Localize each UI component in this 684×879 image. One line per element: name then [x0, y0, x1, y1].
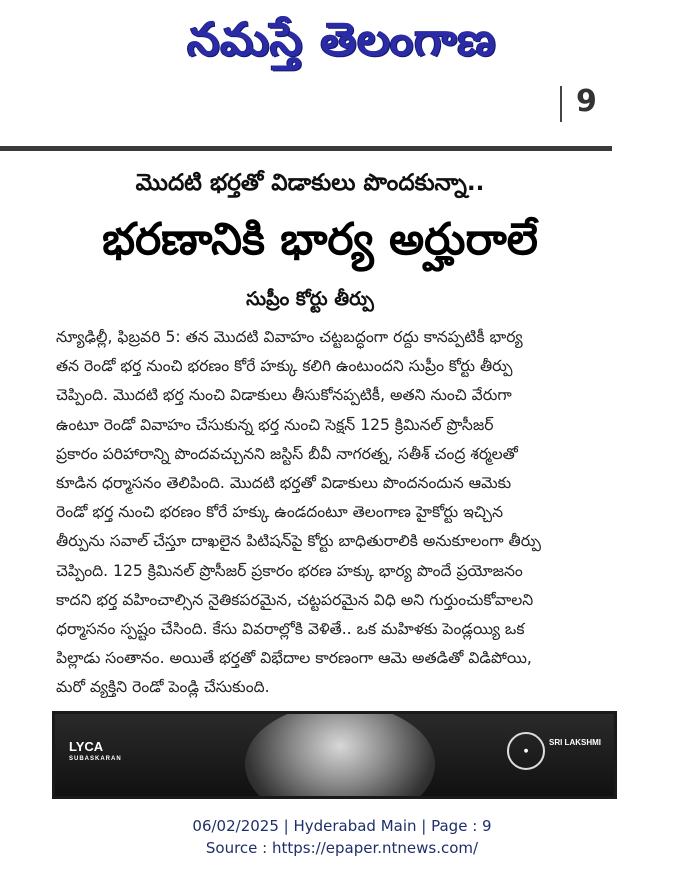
article-headline: భరణానికి భార్య అర్హురాలే [102, 214, 538, 265]
body-line: తీర్పును సవాల్ చేస్తూ దాఖలైన పిటిషన్‌పై కోర్టు బాధితురాలికి అనుకూలంగా తీర్పు [56, 532, 541, 551]
body-line: కూడిన ధర్మాసనం తెలిపింది. మొదటి భర్తతో విడాకులు పొందనందున ఆమెకు [56, 474, 512, 493]
page-separator [560, 86, 562, 122]
top-rule [0, 146, 612, 151]
footer-source[interactable]: Source : https://epaper.ntnews.com/ [205, 839, 479, 857]
article-body [56, 323, 614, 703]
body-line: ఉంటూ రెండో వివాహం చేసుకున్న భర్త నుంచి సెక్షన్ 125 క్రిమినల్ ప్రొసీజర్ [56, 415, 494, 434]
advertisement-photo [52, 711, 617, 799]
lyca-logo: LYCA SUBASKARAN [69, 739, 122, 762]
body-line: మరో వ్యక్తిని రెండో పెండ్లి చేసుకుంది. [56, 678, 270, 697]
body-line: ధర్మాసనం స్పష్టం చేసింది. కేసు వివరాల్లోకి వెళితే.. ఒక మహిళకు పెండ్లయ్యి ఒక [56, 620, 525, 639]
body-line: రెండో భర్త నుంచి భరణం కోరే హక్కు ఉండదంటూ తెలంగాణ హైకోర్టు ఇచ్చిన [56, 503, 504, 522]
body-line: న్యూఢిల్లీ, ఫిబ్రవరి 5: తన మొదటి వివాహం చట్టబద్ధంగా రద్దు కానప్పటికీ భార్య [56, 328, 523, 346]
page-number: 9 [576, 84, 597, 119]
body-line: తన రెండో భర్త నుంచి భరణం కోరే హక్కు కలిగి ఉంటుందని సుప్రీం కోర్టు తీర్పు [56, 357, 513, 376]
body-line: ప్రకారం పరిహారాన్ని పొందవచ్చునని జస్టిస్ బీవీ నాగరత్న, సతీశ్ చంద్ర శర్మలతో [56, 444, 518, 463]
body-line: చెప్పింది. 125 క్రిమినల్ ప్రొసీజర్ ప్రకారం భరణ హక్కు భార్య పొందే ప్రయోజనం [56, 561, 523, 580]
body-line: చెప్పింది. మొదటి భర్త నుంచి విడాకులు తీసుకోనప్పటికీ, అతని నుంచి వేరుగా [56, 386, 512, 405]
body-line: పిల్లాడు సంతానం. అయితే భర్తతో విభేదాల కారణంగా ఆమె అతడితో విడిపోయి, [56, 649, 532, 668]
portrait-image [245, 711, 435, 799]
sri-lakshmi-logo: SRI LAKSHMI [549, 738, 601, 747]
article-byline: సుప్రీం కోర్టు తీర్పు [246, 288, 374, 310]
footer [0, 815, 684, 859]
body-line: కాదని భర్త వహించాల్సిన నైతికపరమైన, చట్టపరమైన విధి అని గుర్తుంచుకోవాలని [56, 590, 534, 609]
footer-edition: 06/02/2025 | Hyderabad Main | Page : 9 [192, 817, 492, 835]
masthead [0, 0, 684, 78]
emblem-logo: ● [507, 732, 545, 770]
newspaper-title: నమస్తే తెలంగాణ [187, 12, 497, 66]
article-kicker: మొదటి భర్తతో విడాకులు పొందకున్నా.. [135, 170, 485, 196]
